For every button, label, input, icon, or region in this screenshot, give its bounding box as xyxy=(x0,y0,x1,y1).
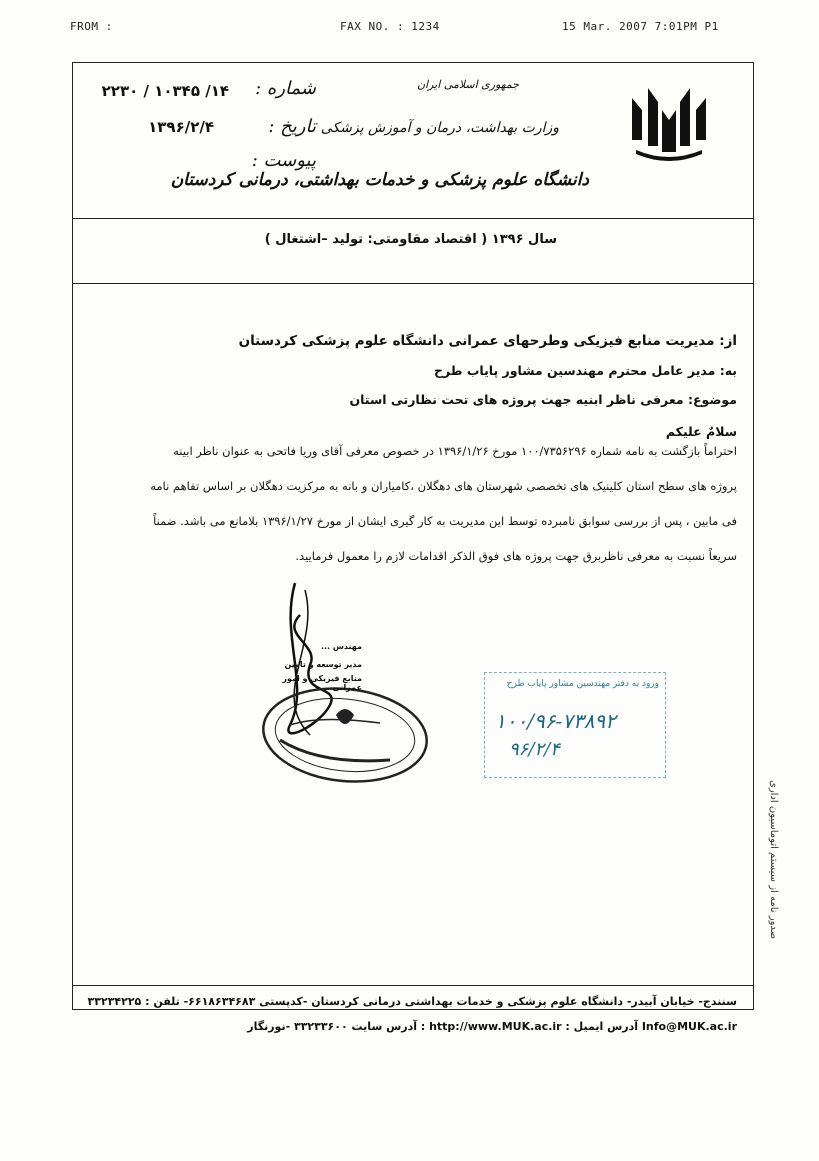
footer-divider xyxy=(72,985,754,986)
subject-line: موضوع: معرفی ناظر ابنیه جهت پروژه های تحت نظارتی استان xyxy=(349,392,737,407)
fax-date-time: 15 Mar. 2007 7:01PM P1 xyxy=(562,20,719,33)
receipt-stamp-date: ۹۶/۲/۴ xyxy=(509,739,560,760)
greeting: سلامٌ علیکم xyxy=(665,424,737,439)
date-label: تاریخ : xyxy=(268,116,316,137)
ministry-title: وزارت بهداشت، درمان و آموزش پزشکی xyxy=(320,120,559,136)
attachment-label: پیوست : xyxy=(251,150,316,171)
receipt-stamp-number: ۱۰۰/۹۶-۷۳۸۹۲ xyxy=(495,709,616,733)
body-line: سریعاً نسبت به معرفی ناظربرق جهت پروژه های فوق الذکر اقدامات لازم را معمول فرمایید. xyxy=(295,549,737,563)
signature-title-2: منابع فیزیکی و امور عمرانی xyxy=(282,674,362,692)
footer-contact: Info@MUK.ac.ir آدرس ایمیل : http://www.MUK.ac.ir : آدرس سایت ۳۳۲۳۳۶۰۰ -نورنگار xyxy=(247,1020,737,1033)
number-label: شماره : xyxy=(255,78,316,99)
to-line: به: مدیر عامل محترم مهندسین مشاور پایاب طرح xyxy=(433,363,737,378)
receipt-stamp-title: ورود به دفتر مهندسین مشاور پایاب طرح xyxy=(506,679,659,689)
signature-name: مهندس ... xyxy=(320,642,362,651)
receipt-stamp xyxy=(484,672,666,778)
body-line: فی مابین ، پس از بررسی سوابق نامبرده توسط این مدیریت به کار گیری ایشان از مورخ ۱۳۹۶/۱/۲۷ بلامانع می باشد. ضمناً xyxy=(153,514,737,528)
fax-from: FROM : xyxy=(70,20,113,33)
republic-title: جمهوری اسلامی ایران xyxy=(416,78,519,91)
body-line: احتراماً بازگشت به نامه شماره ۱۰۰/۷۳۵۶۲۹۶ مورخ ۱۳۹۶/۱/۲۶ در خصوص معرفی آقای وریا فاتحی به عنوان ناظر ابینه xyxy=(173,444,737,458)
body-line: پروژه های سطح استان کلینیک های تخصصی شهرستان های دهگلان ،کامیاران و بانه به مرکزیت دهگلان بر اساس تفاهم نامه xyxy=(150,479,737,493)
from-line: از: مدیریت منابع فیزیکی وطرحهای عمرانی دانشگاه علوم پزشکی کردستان xyxy=(238,333,737,349)
footer-address: سنندج- خیابان آبیدر- دانشگاه علوم پزشکی و خدمات بهداشتی درمانی کردستان -کدپستی ۶۶۱۸۶۳۴۶۸۳- تلفن : ۳۳۲۳۴۲۲۵ xyxy=(87,995,737,1008)
year-slogan: سال ۱۳۹۶ ( اقتصاد مقاومتی: تولید –اشتغال ) xyxy=(264,232,557,247)
fax-number: FAX NO. : 1234 xyxy=(340,20,440,33)
side-note: صدور نامه از سیستم اتوماسیون اداری xyxy=(768,780,779,940)
header-divider xyxy=(72,218,754,219)
slogan-divider xyxy=(72,283,754,284)
university-title: دانشگاه علوم پزشکی و خدمات بهداشتی، درمانی کردستان xyxy=(170,170,589,190)
letter-date: ۱۳۹۶/۲/۴ xyxy=(148,118,214,136)
signature-title-1: مدیر توسعه و تامین xyxy=(284,660,362,669)
letter-number: ۱۴/ ۱۰۳۴۵ / ۲۲۳۰ xyxy=(101,82,229,100)
university-logo-icon xyxy=(628,80,710,162)
letter-frame xyxy=(72,62,754,1010)
